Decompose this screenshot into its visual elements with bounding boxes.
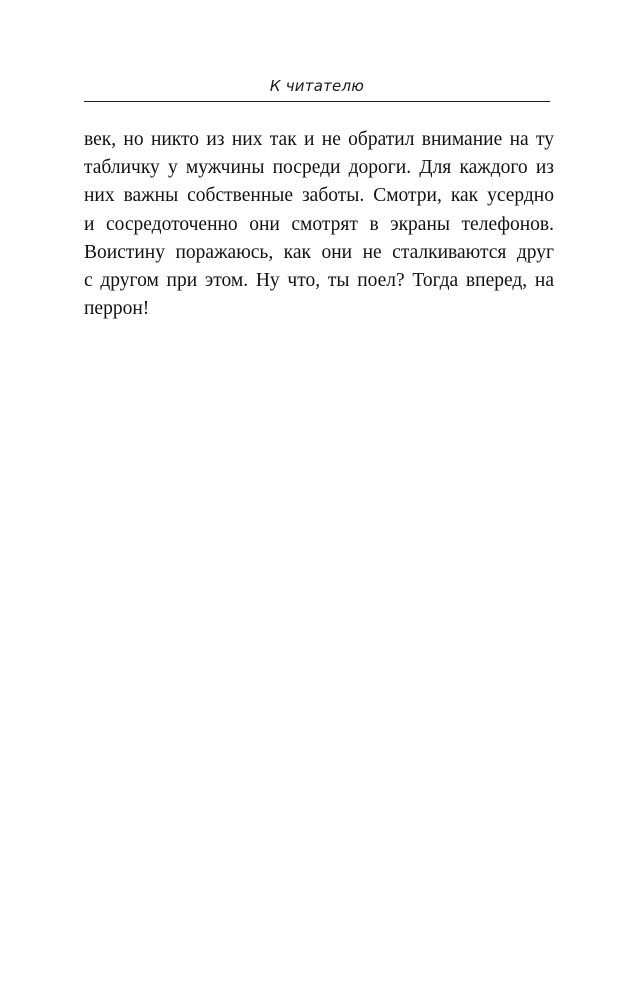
- text-line: и сосредоточенно они смотрят в экраны телефонов.: [84, 213, 554, 235]
- text-line: табличку у мужчины посреди дороги. Для каждого из: [84, 157, 554, 179]
- body-paragraph: [84, 126, 554, 323]
- text-line: Воистину поражаюсь, как они не сталкиваются друг: [84, 241, 554, 263]
- text-line: век, но никто из них так и не обратил внимание на ту: [84, 129, 554, 150]
- header-divider: [84, 101, 550, 102]
- running-head-title: К читателю: [269, 77, 365, 95]
- text-line: с другом при этом. Ну что, ты поел? Тогда вперед, на: [84, 270, 554, 292]
- text-line: перрон!: [84, 298, 150, 320]
- text-line: них важны собственные заботы. Смотри, как усердно: [84, 185, 554, 207]
